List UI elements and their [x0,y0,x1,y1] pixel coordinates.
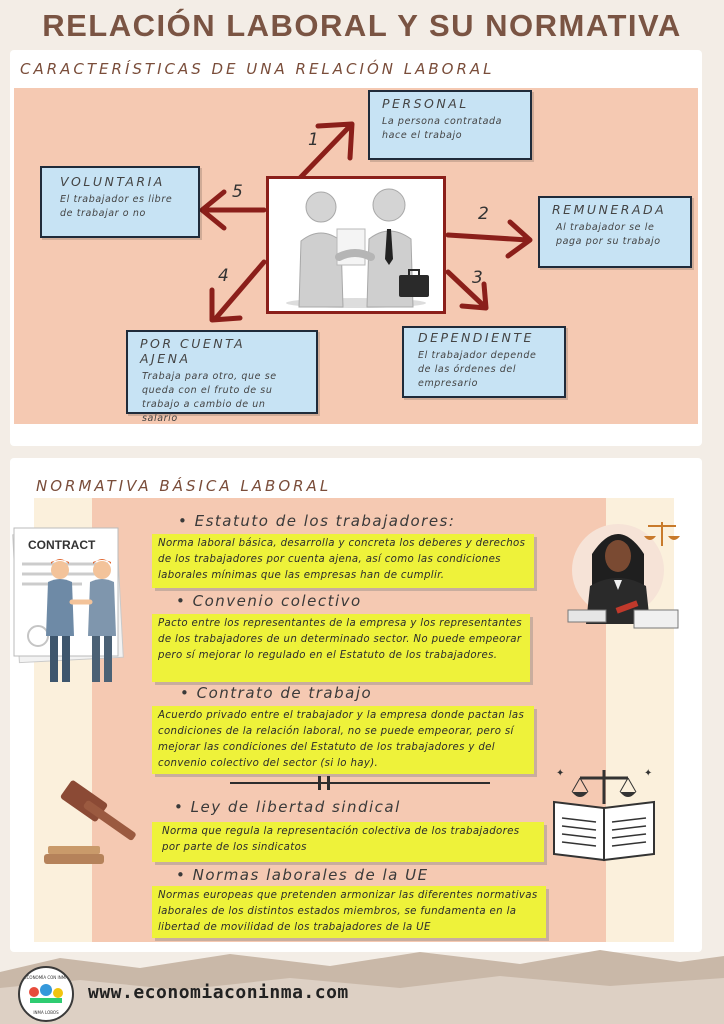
arrow-number-2: 2 [478,204,489,224]
item-estatuto-text: Norma laboral básica, desarrolla y concreta los deberes y derechos de los trabajadores por cuenta ajena, así como las condiciones laborales mínimas que las empresas han de cumplir. [152,534,534,588]
svg-text:✦: ✦ [556,768,565,779]
item-convenio-title: • Convenio colectivo [176,592,362,610]
page-title: RELACIÓN LABORAL Y SU NORMATIVA [42,8,682,43]
contract-label: CONTRACT [28,538,96,552]
handshake-image [266,176,446,314]
item-contrato-title: • Contrato de trabajo [180,684,373,702]
box-personal-title: PERSONAL [382,96,469,111]
item-estatuto-title-text: Estatuto de los trabajadores: [194,512,456,530]
item-convenio-text: Pacto entre los representantes de la empresa y los representantes de los trabajadores de un determinado sector. No puede empeorar pero sí mejorar lo regulado en el Estatuto de los trabajadores. [152,614,530,682]
box-por-cuenta-ajena-text: Trabaja para otro, que se queda con el fruto de su trabajo a cambio de un salario [142,371,277,424]
arrow-number-1: 1 [308,130,319,150]
item-normas-ue-text: Normas europeas que pretenden armonizar las diferentes normativas laborales de los distintos estados miembros, se fundamenta en la libertad de movilidad de los trabajadores de la UE [152,886,546,938]
divider-ornament [318,776,330,790]
law-book-illustration [550,762,662,866]
item-convenio-title-text: Convenio colectivo [192,592,362,610]
item-libertad-sindical-title: • Ley de libertad sindical [174,798,401,816]
item-normas-ue-title-text: Normas laborales de la UE [192,866,429,884]
arrow-number-4: 4 [218,266,229,286]
box-remunerada-title: REMUNERADA [552,202,667,217]
logo-text-bottom: INMA LOBOS [33,1010,59,1015]
item-contrato-text: Acuerdo privado entre el trabajador y la empresa donde pactan las condiciones de la relación laboral, no se puede empeorar, pero sí mejorar las condiciones del Estatuto de los trabajadores y del convenio colectivo del sector (si lo hay). [152,706,534,774]
item-libertad-sindical-title-text: Ley de libertad sindical [190,798,401,816]
box-dependiente-text: El trabajador depende de las órdenes del empresario [418,350,537,389]
judge-illustration [564,514,686,634]
box-por-cuenta-ajena [126,330,318,424]
item-estatuto-title: • Estatuto de los trabajadores: [178,512,456,530]
logo-text-top: ECONOMÍA CON INMA [24,975,68,980]
box-voluntaria [40,166,200,238]
characteristics-heading: CARACTERÍSTICAS DE UNA RELACIÓN LABORAL [20,60,495,78]
arrow-number-5: 5 [232,182,243,202]
normativa-heading: NORMATIVA BÁSICA LABORAL [36,477,332,495]
contract-illustration [12,524,142,688]
item-libertad-sindical-text: Norma que regula la representación colectiva de los trabajadores por parte de los sindicatos [152,822,544,862]
logo [18,966,74,1022]
divider [230,782,490,784]
box-personal [368,90,532,160]
item-normas-ue-title: • Normas laborales de la UE [176,866,429,884]
box-personal-text: La persona contratada hace el trabajo [382,116,503,141]
item-contrato-title-text: Contrato de trabajo [196,684,373,702]
box-por-cuenta-ajena-title: POR CUENTA AJENA [140,336,246,366]
box-voluntaria-text: El trabajador es libre de trabajar o no [60,194,173,219]
arrow-2-icon [448,222,530,256]
box-dependiente-title: DEPENDIENTE [418,330,534,345]
gavel-illustration [40,776,150,868]
svg-text:✦: ✦ [644,768,653,779]
box-remunerada-text: Al trabajador se le paga por su trabajo [556,222,661,247]
box-dependiente [402,326,566,398]
box-voluntaria-title: VOLUNTARIA [60,174,165,189]
box-remunerada [538,196,692,268]
arrow-number-3: 3 [472,268,483,288]
website-link[interactable]: www.economiaconinma.com [88,982,349,1003]
